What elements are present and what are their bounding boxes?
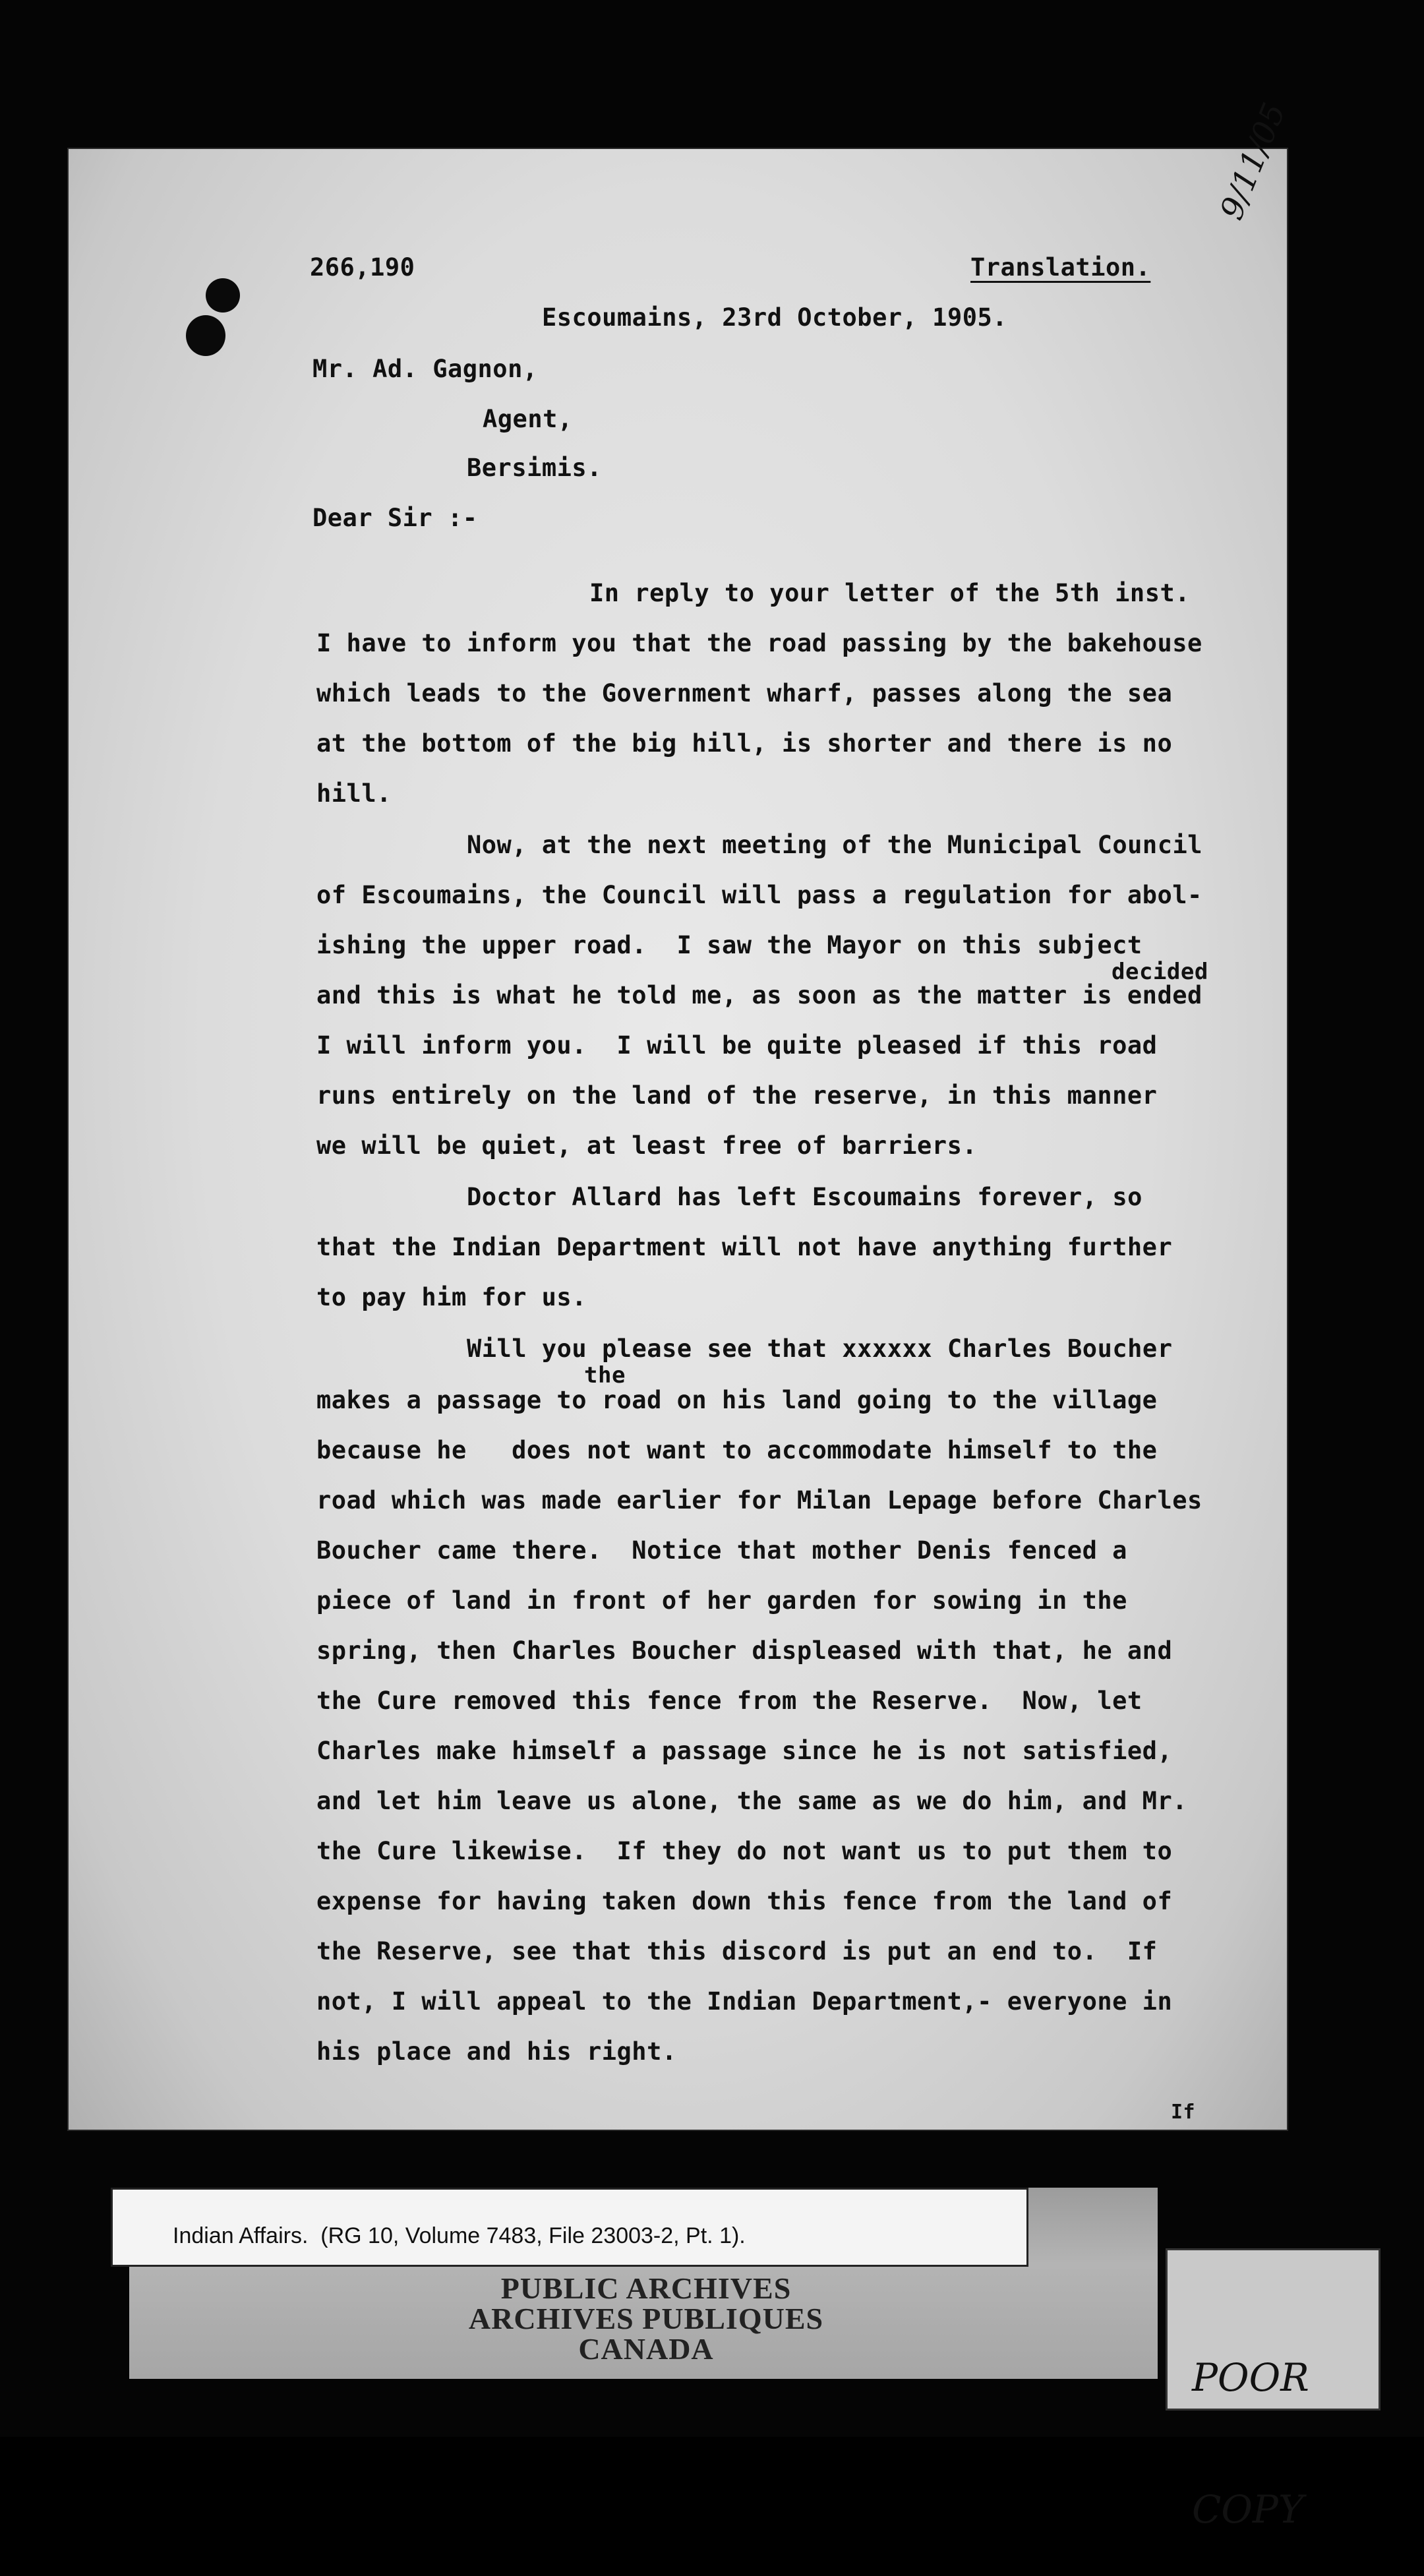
body-line: the Cure removed this fence from the Reserve. Now, let <box>316 1687 1142 1715</box>
reference-text: Indian Affairs. (RG 10, Volume 7483, File 23003-2, Pt. 1). <box>173 2223 746 2248</box>
body-line: at the bottom of the big hill, is shorter and there is no <box>316 729 1173 758</box>
addressee-title: Agent, <box>483 405 573 433</box>
body-line: In reply to your letter of the 5th inst. <box>589 579 1191 607</box>
body-line: not, I will appeal to the Indian Department,- everyone in <box>316 1987 1173 2016</box>
body-line: Now, at the next meeting of the Municipal Council <box>467 831 1203 859</box>
body-line: ishing the upper road. I saw the Mayor on this subject <box>316 931 1142 959</box>
body-line: Will you please see that xxxxxx Charles Boucher <box>467 1334 1173 1363</box>
body-line: we will be quiet, at least free of barriers. <box>316 1131 978 1160</box>
body-line: I will inform you. I will be quite pleased if this road <box>316 1031 1158 1060</box>
body-line: Boucher came there. Notice that mother Denis fenced a <box>316 1536 1127 1565</box>
public-archives-stamp <box>369 2273 923 2364</box>
punch-hole <box>206 278 240 313</box>
page-continuation: If <box>1171 2101 1196 2124</box>
place-date: Escoumains, 23rd October, 1905. <box>542 303 1008 332</box>
body-line: road which was made earlier for Milan Lepage before Charles <box>316 1486 1202 1514</box>
body-line: and this is what he told me, as soon as the matter is ended <box>316 981 1202 1009</box>
body-line: the Reserve, see that this discord is put an end to. If <box>316 1937 1158 1965</box>
body-line: of Escoumains, the Council will pass a regulation for abol- <box>316 881 1202 909</box>
body-line: that the Indian Department will not have anything further <box>316 1233 1173 1261</box>
body-line: Doctor Allard has left Escoumains forever, so <box>467 1183 1142 1211</box>
body-line: the Cure likewise. If they do not want us to put them to <box>316 1837 1173 1865</box>
body-line: to pay him for us. <box>316 1283 587 1311</box>
body-line: piece of land in front of her garden for sowing in the <box>316 1586 1127 1615</box>
addressee-name: Mr. Ad. Gagnon, <box>312 355 538 383</box>
body-line: runs entirely on the land of the reserve, in this manner <box>316 1081 1158 1110</box>
poor-copy-note <box>1192 2268 1309 2576</box>
body-line: makes a passage to road on his land going to the village <box>316 1386 1158 1414</box>
stamp-line-french: ARCHIVES PUBLIQUES <box>468 2302 824 2335</box>
stamp-line-country: CANADA <box>578 2332 714 2366</box>
stamp-line-english: PUBLIC ARCHIVES <box>500 2271 792 2305</box>
body-line: hill. <box>316 779 392 808</box>
body-line: spring, then Charles Boucher displeased with that, he and <box>316 1636 1173 1665</box>
document-heading: Translation. <box>970 253 1151 282</box>
body-line: Charles make himself a passage since he is not satisfied, <box>316 1737 1173 1765</box>
letter-page <box>69 98 1293 2130</box>
body-line: expense for having taken down this fence from the land of <box>316 1887 1173 1915</box>
file-number: 266,190 <box>310 253 415 282</box>
addressee-place: Bersimis. <box>467 454 602 482</box>
poor-copy-line: COPY <box>1192 2487 1304 2532</box>
body-line: I have to inform you that the road passing by the bakehouse <box>316 629 1202 657</box>
salutation: Dear Sir :- <box>312 504 478 532</box>
body-line: which leads to the Government wharf, passes along the sea <box>316 679 1173 707</box>
body-line: his place and his right. <box>316 2037 677 2066</box>
inserted-word-the: the <box>584 1362 626 1389</box>
poor-copy-line: POOR <box>1192 2355 1309 2401</box>
body-line: because he does not want to accommodate himself to the <box>316 1436 1158 1464</box>
body-line: and let him leave us alone, the same as we do him, and Mr. <box>316 1787 1188 1815</box>
margin-initials: 9/11/05 <box>1213 98 1293 225</box>
punch-hole <box>186 315 225 356</box>
inserted-word-decided: decided <box>1112 959 1208 985</box>
